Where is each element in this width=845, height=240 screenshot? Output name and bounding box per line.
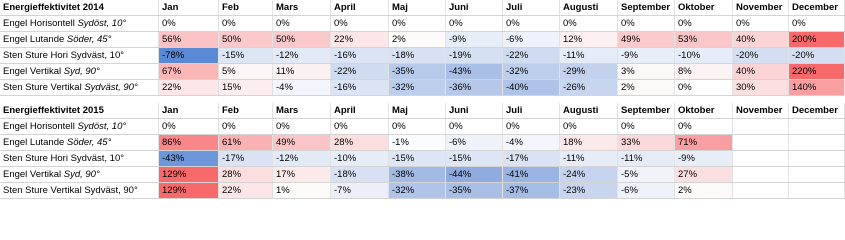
row-label-cell[interactable]: [0, 151, 159, 166]
value-cell[interactable]: -6%: [503, 32, 560, 47]
value-cell[interactable]: 129%: [159, 183, 219, 198]
value-cell[interactable]: 40%: [733, 64, 789, 79]
value-cell[interactable]: 0%: [675, 16, 733, 31]
value-cell[interactable]: -5%: [618, 167, 675, 182]
month-header-maj[interactable]: Maj: [389, 103, 446, 118]
value-cell[interactable]: -43%: [446, 64, 503, 79]
value-cell[interactable]: -11%: [560, 48, 618, 63]
value-cell[interactable]: -20%: [789, 48, 845, 63]
value-cell[interactable]: 0%: [389, 16, 446, 31]
value-cell[interactable]: 11%: [273, 64, 331, 79]
table-row: [0, 119, 845, 135]
value-cell[interactable]: [733, 167, 789, 182]
value-cell[interactable]: -1%: [389, 135, 446, 150]
value-cell[interactable]: 49%: [273, 135, 331, 150]
value-cell[interactable]: [733, 183, 789, 198]
row-name: Sten Sture Hori Sydväst, 10°: [3, 50, 125, 61]
value-cell[interactable]: 0%: [446, 119, 503, 134]
value-cell[interactable]: 0%: [675, 80, 733, 95]
value-cell[interactable]: 8%: [675, 64, 733, 79]
row-name: Engel Horisontell: [3, 121, 78, 132]
value-cell[interactable]: 0%: [219, 16, 273, 31]
value-cell[interactable]: 0%: [331, 119, 389, 134]
table-row: [0, 48, 845, 64]
value-cell[interactable]: -10%: [331, 151, 389, 166]
row-label-cell[interactable]: [0, 64, 159, 79]
row-orientation: Söder, 45°: [66, 137, 112, 148]
value-cell[interactable]: -32%: [389, 183, 446, 198]
value-cell[interactable]: -17%: [219, 151, 273, 166]
row-orientation: Sydväst, 90°: [84, 82, 138, 93]
value-cell[interactable]: 2%: [675, 183, 733, 198]
table-row: [0, 151, 845, 167]
month-header-juni[interactable]: Juni: [446, 0, 503, 15]
table-row: [0, 167, 845, 183]
month-header-april[interactable]: April: [331, 0, 389, 15]
value-cell[interactable]: 0%: [159, 16, 219, 31]
value-cell[interactable]: 27%: [675, 167, 733, 182]
row-name: Engel Vertikal: [3, 66, 64, 77]
value-cell[interactable]: -36%: [446, 80, 503, 95]
value-cell[interactable]: -35%: [389, 64, 446, 79]
month-header-mars[interactable]: Mars: [273, 103, 331, 118]
row-orientation: Söder, 45°: [66, 34, 112, 45]
month-header-juli[interactable]: Juli: [503, 103, 560, 118]
month-header-augusti[interactable]: Augusti: [560, 0, 618, 15]
table-row: [0, 135, 845, 151]
value-cell[interactable]: 1%: [273, 183, 331, 198]
row-name: Sten Sture Vertikal: [3, 82, 85, 93]
month-header-juli[interactable]: Juli: [503, 0, 560, 15]
value-cell[interactable]: -16%: [331, 80, 389, 95]
value-cell[interactable]: 3%: [618, 64, 675, 79]
value-cell[interactable]: 53%: [675, 32, 733, 47]
value-cell[interactable]: -16%: [331, 48, 389, 63]
value-cell[interactable]: -22%: [331, 64, 389, 79]
value-cell[interactable]: -6%: [446, 135, 503, 150]
value-cell[interactable]: 56%: [159, 32, 219, 47]
value-cell[interactable]: -38%: [389, 167, 446, 182]
value-cell[interactable]: -4%: [273, 80, 331, 95]
value-cell[interactable]: 0%: [560, 16, 618, 31]
month-header-oktober[interactable]: Oktober: [675, 0, 733, 15]
row-label-cell[interactable]: [0, 167, 159, 182]
value-cell[interactable]: 0%: [503, 119, 560, 134]
month-header-juni[interactable]: Juni: [446, 103, 503, 118]
row-label-cell[interactable]: [0, 135, 159, 150]
value-cell[interactable]: -12%: [273, 48, 331, 63]
value-cell[interactable]: 5%: [219, 64, 273, 79]
value-cell[interactable]: -6%: [618, 183, 675, 198]
value-cell[interactable]: -9%: [446, 32, 503, 47]
month-header-mars[interactable]: Mars: [273, 0, 331, 15]
value-cell[interactable]: -24%: [560, 167, 618, 182]
value-cell[interactable]: 49%: [618, 32, 675, 47]
value-cell[interactable]: 50%: [273, 32, 331, 47]
value-cell[interactable]: 61%: [219, 135, 273, 150]
value-cell[interactable]: -20%: [733, 48, 789, 63]
value-cell[interactable]: 0%: [789, 16, 845, 31]
value-cell[interactable]: 129%: [159, 167, 219, 182]
row-label-cell[interactable]: [0, 16, 159, 31]
value-cell[interactable]: 0%: [331, 16, 389, 31]
row-name: Sten Sture Vertikal Sydväst, 90°: [3, 185, 138, 196]
value-cell[interactable]: 140%: [789, 80, 845, 95]
value-cell[interactable]: 18%: [560, 135, 618, 150]
value-cell[interactable]: -41%: [503, 167, 560, 182]
value-cell[interactable]: -11%: [560, 151, 618, 166]
value-cell[interactable]: -7%: [331, 183, 389, 198]
value-cell[interactable]: 0%: [503, 16, 560, 31]
value-cell[interactable]: 0%: [618, 16, 675, 31]
row-name: Engel Lutande: [3, 137, 67, 148]
value-cell[interactable]: 0%: [389, 119, 446, 134]
value-cell[interactable]: 0%: [618, 119, 675, 134]
value-cell[interactable]: -23%: [560, 183, 618, 198]
month-header-augusti[interactable]: Augusti: [560, 103, 618, 118]
value-cell[interactable]: 0%: [733, 16, 789, 31]
table-title-cell[interactable]: Energieffektivitet 2014: [0, 0, 159, 15]
table-row: [0, 16, 845, 32]
value-cell[interactable]: -22%: [503, 48, 560, 63]
month-header-september[interactable]: September: [618, 0, 675, 15]
value-cell[interactable]: [789, 135, 845, 150]
value-cell[interactable]: -37%: [503, 183, 560, 198]
value-cell[interactable]: -29%: [560, 64, 618, 79]
header-row: [0, 103, 845, 119]
month-header-oktober[interactable]: Oktober: [675, 103, 733, 118]
value-cell[interactable]: -40%: [503, 80, 560, 95]
row-name: Engel Horisontell: [3, 18, 78, 29]
value-cell[interactable]: 40%: [733, 32, 789, 47]
value-cell[interactable]: 22%: [219, 183, 273, 198]
value-cell[interactable]: -9%: [675, 151, 733, 166]
value-cell[interactable]: -10%: [675, 48, 733, 63]
value-cell[interactable]: 0%: [560, 119, 618, 134]
value-cell[interactable]: [789, 119, 845, 134]
value-cell[interactable]: -12%: [273, 151, 331, 166]
month-header-feb[interactable]: Feb: [219, 103, 273, 118]
value-cell[interactable]: 67%: [159, 64, 219, 79]
row-orientation: Syd, 90°: [63, 169, 100, 180]
value-cell[interactable]: [733, 151, 789, 166]
row-label-cell[interactable]: [0, 183, 159, 198]
value-cell[interactable]: 28%: [219, 167, 273, 182]
row-label-cell[interactable]: [0, 119, 159, 134]
value-cell[interactable]: -18%: [389, 48, 446, 63]
value-cell[interactable]: -11%: [618, 151, 675, 166]
value-cell[interactable]: 22%: [331, 32, 389, 47]
row-label-cell[interactable]: [0, 32, 159, 47]
month-header-december[interactable]: December: [789, 0, 845, 15]
value-cell[interactable]: 86%: [159, 135, 219, 150]
table-title-cell[interactable]: Energieffektivitet 2015: [0, 103, 159, 118]
value-cell[interactable]: -35%: [446, 183, 503, 198]
table-row: [0, 80, 845, 96]
value-cell[interactable]: 0%: [273, 16, 331, 31]
value-cell[interactable]: -26%: [560, 80, 618, 95]
value-cell[interactable]: -9%: [618, 48, 675, 63]
value-cell[interactable]: -4%: [503, 135, 560, 150]
value-cell[interactable]: [733, 119, 789, 134]
row-orientation: Sydöst, 10°: [77, 121, 127, 132]
value-cell[interactable]: 33%: [618, 135, 675, 150]
row-label-cell[interactable]: [0, 80, 159, 95]
month-header-april[interactable]: April: [331, 103, 389, 118]
table-block-2: [0, 103, 845, 199]
value-cell[interactable]: [789, 167, 845, 182]
value-cell[interactable]: 0%: [159, 119, 219, 134]
table-row: [0, 64, 845, 80]
value-cell[interactable]: -44%: [446, 167, 503, 182]
value-cell[interactable]: [789, 183, 845, 198]
value-cell[interactable]: -32%: [503, 64, 560, 79]
value-cell[interactable]: 15%: [219, 80, 273, 95]
month-header-jan[interactable]: Jan: [159, 0, 219, 15]
row-orientation: Sydöst, 10°: [77, 18, 127, 29]
header-row: [0, 0, 845, 16]
month-header-november[interactable]: November: [733, 0, 789, 15]
value-cell[interactable]: [733, 135, 789, 150]
month-header-december[interactable]: December: [789, 103, 845, 118]
value-cell[interactable]: 30%: [733, 80, 789, 95]
value-cell[interactable]: 2%: [389, 32, 446, 47]
value-cell[interactable]: 0%: [273, 119, 331, 134]
value-cell[interactable]: -18%: [331, 167, 389, 182]
month-header-jan[interactable]: Jan: [159, 103, 219, 118]
value-cell[interactable]: 0%: [675, 119, 733, 134]
value-cell[interactable]: -17%: [503, 151, 560, 166]
value-cell[interactable]: -78%: [159, 48, 219, 63]
value-cell[interactable]: 12%: [560, 32, 618, 47]
row-name: Engel Lutande: [3, 34, 67, 45]
value-cell[interactable]: 2%: [618, 80, 675, 95]
value-cell[interactable]: 200%: [789, 32, 845, 47]
table-block-1: [0, 0, 845, 96]
row-orientation: Syd, 90°: [63, 66, 100, 77]
row-name: Engel Vertikal: [3, 169, 64, 180]
value-cell[interactable]: -15%: [446, 151, 503, 166]
value-cell[interactable]: 28%: [331, 135, 389, 150]
value-cell[interactable]: 0%: [446, 16, 503, 31]
value-cell[interactable]: 0%: [219, 119, 273, 134]
row-name: Sten Sture Hori Sydväst, 10°: [3, 153, 125, 164]
month-header-november[interactable]: November: [733, 103, 789, 118]
table-row: [0, 32, 845, 48]
table-row: [0, 183, 845, 199]
value-cell[interactable]: -43%: [159, 151, 219, 166]
value-cell[interactable]: 50%: [219, 32, 273, 47]
value-cell[interactable]: 71%: [675, 135, 733, 150]
value-cell[interactable]: 22%: [159, 80, 219, 95]
value-cell[interactable]: 17%: [273, 167, 331, 182]
month-header-maj[interactable]: Maj: [389, 0, 446, 15]
value-cell[interactable]: -32%: [389, 80, 446, 95]
month-header-feb[interactable]: Feb: [219, 0, 273, 15]
value-cell[interactable]: -15%: [219, 48, 273, 63]
month-header-september[interactable]: September: [618, 103, 675, 118]
value-cell[interactable]: 220%: [789, 64, 845, 79]
value-cell[interactable]: -19%: [446, 48, 503, 63]
value-cell[interactable]: -15%: [389, 151, 446, 166]
row-label-cell[interactable]: [0, 48, 159, 63]
value-cell[interactable]: [789, 151, 845, 166]
